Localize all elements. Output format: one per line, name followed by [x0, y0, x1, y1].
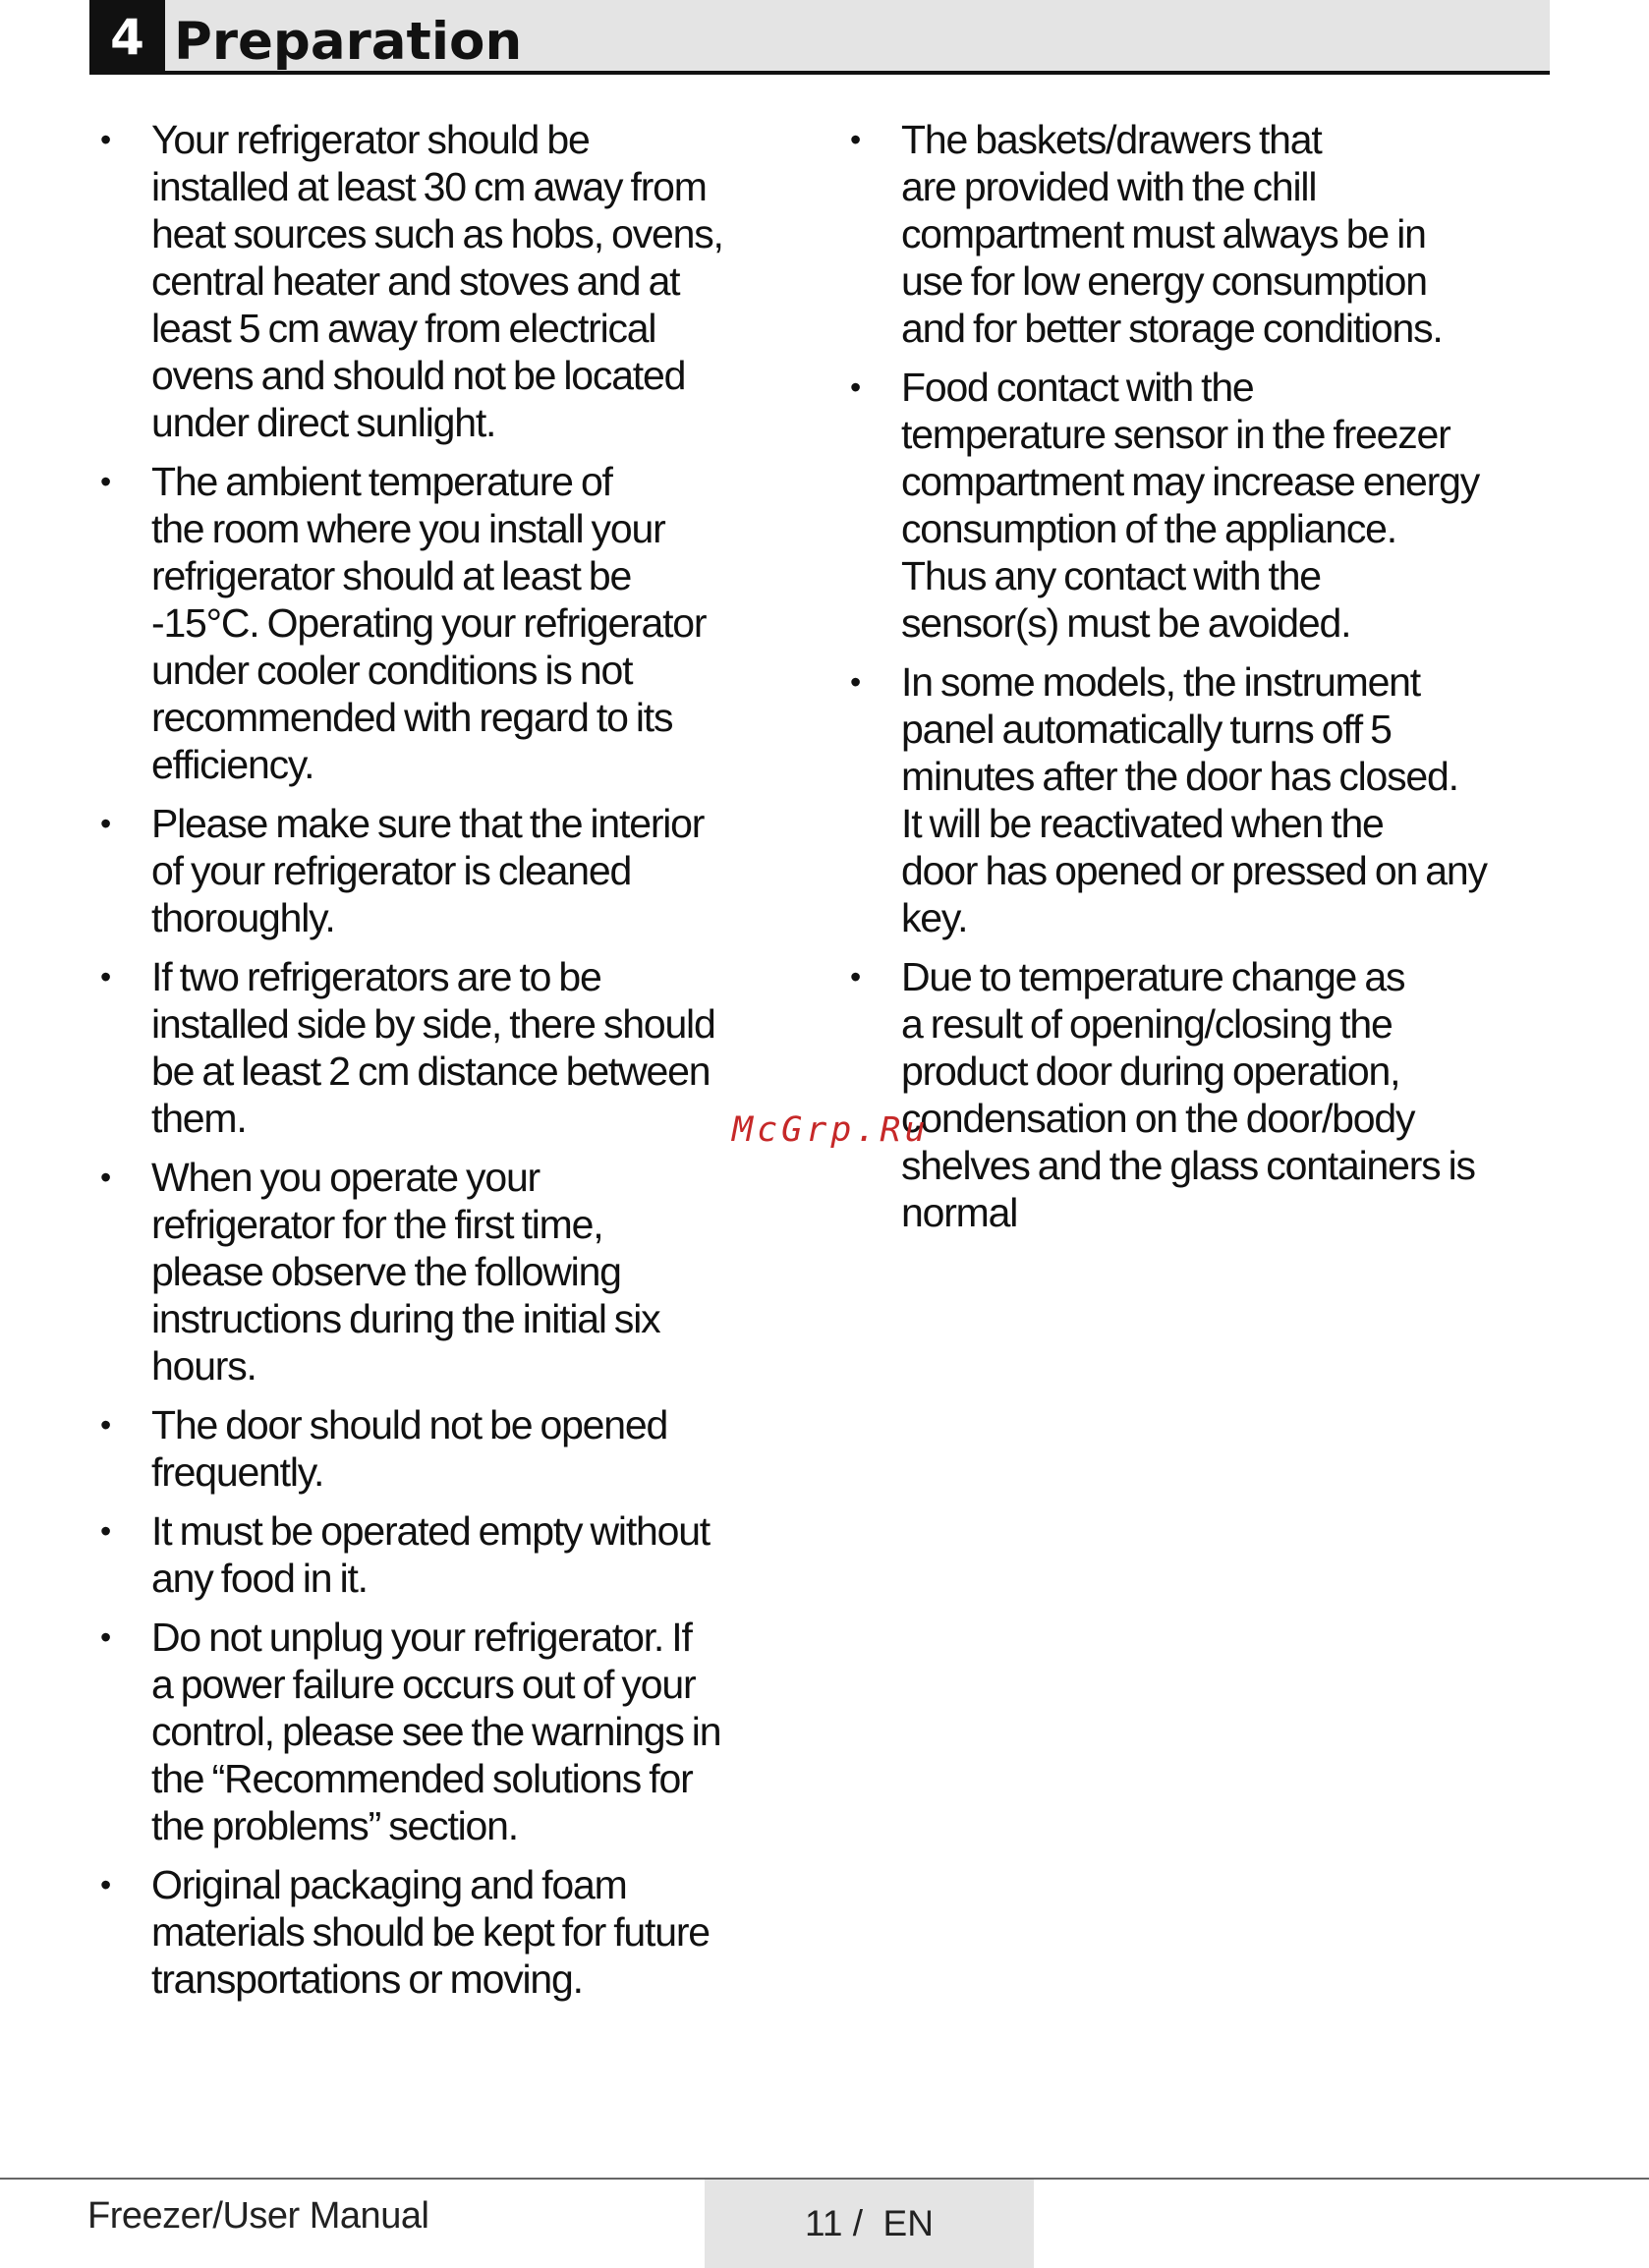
text-line: efficiency.	[151, 742, 314, 787]
text-line: key.	[901, 895, 968, 940]
bullet-list-item	[90, 116, 818, 446]
bullet-icon: •	[99, 122, 110, 157]
bullet-text	[151, 1401, 818, 1496]
bullet-list-item	[840, 953, 1567, 1236]
text-line: central heater and stoves and at	[151, 258, 680, 304]
text-line: Please make sure that the interior	[151, 801, 705, 846]
bullet-text	[151, 1614, 818, 1849]
text-line: instructions during the initial six	[151, 1296, 660, 1341]
bullet-list-item	[90, 1154, 818, 1389]
text-line: The baskets/drawers that	[901, 117, 1322, 162]
text-line: use for low energy consumption	[901, 258, 1427, 304]
bullet-list-item	[90, 953, 818, 1142]
text-line: and for better storage conditions.	[901, 306, 1443, 351]
text-line: Your refrigerator should be	[151, 117, 590, 162]
bullet-list-item	[840, 658, 1567, 941]
text-line: the problems” section.	[151, 1803, 518, 1848]
text-line: When you operate your	[151, 1155, 540, 1200]
text-line: Due to temperature change as	[901, 954, 1405, 999]
text-line: panel automatically turns off 5	[901, 707, 1392, 752]
bullet-icon: •	[849, 122, 860, 157]
bullet-icon: •	[99, 1407, 110, 1443]
text-line: shelves and the glass containers is	[901, 1143, 1475, 1188]
text-line: It will be reactivated when the	[901, 801, 1384, 846]
bullet-text	[151, 953, 818, 1142]
text-line: consumption of the appliance.	[901, 506, 1396, 551]
bullet-icon: •	[99, 464, 110, 499]
bullet-text	[151, 1507, 818, 1602]
bullet-icon: •	[99, 959, 110, 994]
text-line: thoroughly.	[151, 895, 335, 940]
bullet-text	[151, 458, 818, 788]
text-line: minutes after the door has closed.	[901, 754, 1458, 799]
text-line: product door during operation,	[901, 1049, 1400, 1094]
bullet-text	[901, 658, 1567, 941]
text-line: them.	[151, 1096, 247, 1141]
bullet-list-item	[90, 1507, 818, 1602]
text-line: please observe the following	[151, 1249, 621, 1294]
text-line: installed side by side, there should	[151, 1001, 715, 1047]
text-line: Do not unplug your refrigerator. If	[151, 1615, 692, 1660]
text-line: transportations or moving.	[151, 1956, 583, 2002]
text-line: heat sources such as hobs, ovens,	[151, 211, 723, 256]
right-column-list	[840, 116, 1567, 1248]
bullet-text	[901, 116, 1567, 352]
text-line: Original packaging and foam	[151, 1862, 627, 1907]
text-line: materials should be kept for future	[151, 1909, 710, 1955]
bullet-text	[151, 1861, 818, 2003]
text-line: control, please see the warnings in	[151, 1709, 721, 1754]
bullet-icon: •	[849, 369, 860, 405]
bullet-icon: •	[99, 1619, 110, 1655]
text-line: condensation on the door/body	[901, 1096, 1415, 1141]
section-title: Preparation	[174, 12, 523, 72]
text-line: installed at least 30 cm away from	[151, 164, 707, 209]
section-header	[89, 0, 1550, 75]
text-line: In some models, the instrument	[901, 659, 1420, 705]
text-line: The ambient temperature of	[151, 459, 612, 504]
bullet-list-item	[90, 1614, 818, 1849]
text-line: It must be operated empty without	[151, 1508, 711, 1554]
bullet-list-item	[840, 364, 1567, 647]
text-line: door has opened or pressed on any	[901, 848, 1487, 893]
text-line: be at least 2 cm distance between	[151, 1049, 711, 1094]
footer-manual-title: Freezer/User Manual	[87, 2195, 429, 2237]
text-line: under direct sunlight.	[151, 400, 496, 445]
text-line: a result of opening/closing the	[901, 1001, 1393, 1047]
left-column-list	[90, 116, 818, 2014]
watermark: McGrp.Ru	[732, 1110, 930, 1150]
bullet-icon: •	[849, 664, 860, 700]
text-line: are provided with the chill	[901, 164, 1317, 209]
text-line: compartment must always be in	[901, 211, 1426, 256]
bullet-icon: •	[849, 959, 860, 994]
text-line: frequently.	[151, 1449, 324, 1495]
text-line: of your refrigerator is cleaned	[151, 848, 632, 893]
bullet-list-item	[90, 1861, 818, 2003]
text-line: Food contact with the	[901, 365, 1254, 410]
section-number: 4	[89, 0, 165, 75]
bullet-icon: •	[99, 1867, 110, 1902]
bullet-icon: •	[99, 1513, 110, 1549]
text-line: hours.	[151, 1343, 256, 1389]
text-line: refrigerator should at least be	[151, 553, 632, 598]
text-line: normal	[901, 1190, 1018, 1235]
text-line: recommended with regard to its	[151, 695, 673, 740]
bullet-list-item	[90, 458, 818, 788]
bullet-text	[901, 364, 1567, 647]
footer-page-number: 11 / EN	[705, 2180, 1034, 2268]
bullet-list-item	[90, 800, 818, 941]
bullet-text	[151, 800, 818, 941]
text-line: the “Recommended solutions for	[151, 1756, 693, 1801]
bullet-list-item	[840, 116, 1567, 352]
text-line: -15°C. Operating your refrigerator	[151, 600, 707, 646]
bullet-text	[151, 116, 818, 446]
bullet-icon: •	[99, 806, 110, 841]
text-line: Thus any contact with the	[901, 553, 1321, 598]
bullet-list-item	[90, 1401, 818, 1496]
text-line: If two refrigerators are to be	[151, 954, 601, 999]
text-line: compartment may increase energy	[901, 459, 1480, 504]
text-line: the room where you install your	[151, 506, 665, 551]
text-line: The door should not be opened	[151, 1402, 668, 1447]
text-line: ovens and should not be located	[151, 353, 686, 398]
text-line: least 5 cm away from electrical	[151, 306, 656, 351]
text-line: a power failure occurs out of your	[151, 1662, 696, 1707]
text-line: refrigerator for the first time,	[151, 1202, 603, 1247]
text-line: temperature sensor in the freezer	[901, 412, 1450, 457]
text-line: any food in it.	[151, 1556, 368, 1601]
bullet-text	[151, 1154, 818, 1389]
text-line: sensor(s) must be avoided.	[901, 600, 1351, 646]
text-line: under cooler conditions is not	[151, 648, 633, 693]
bullet-icon: •	[99, 1160, 110, 1195]
bullet-text	[901, 953, 1567, 1236]
